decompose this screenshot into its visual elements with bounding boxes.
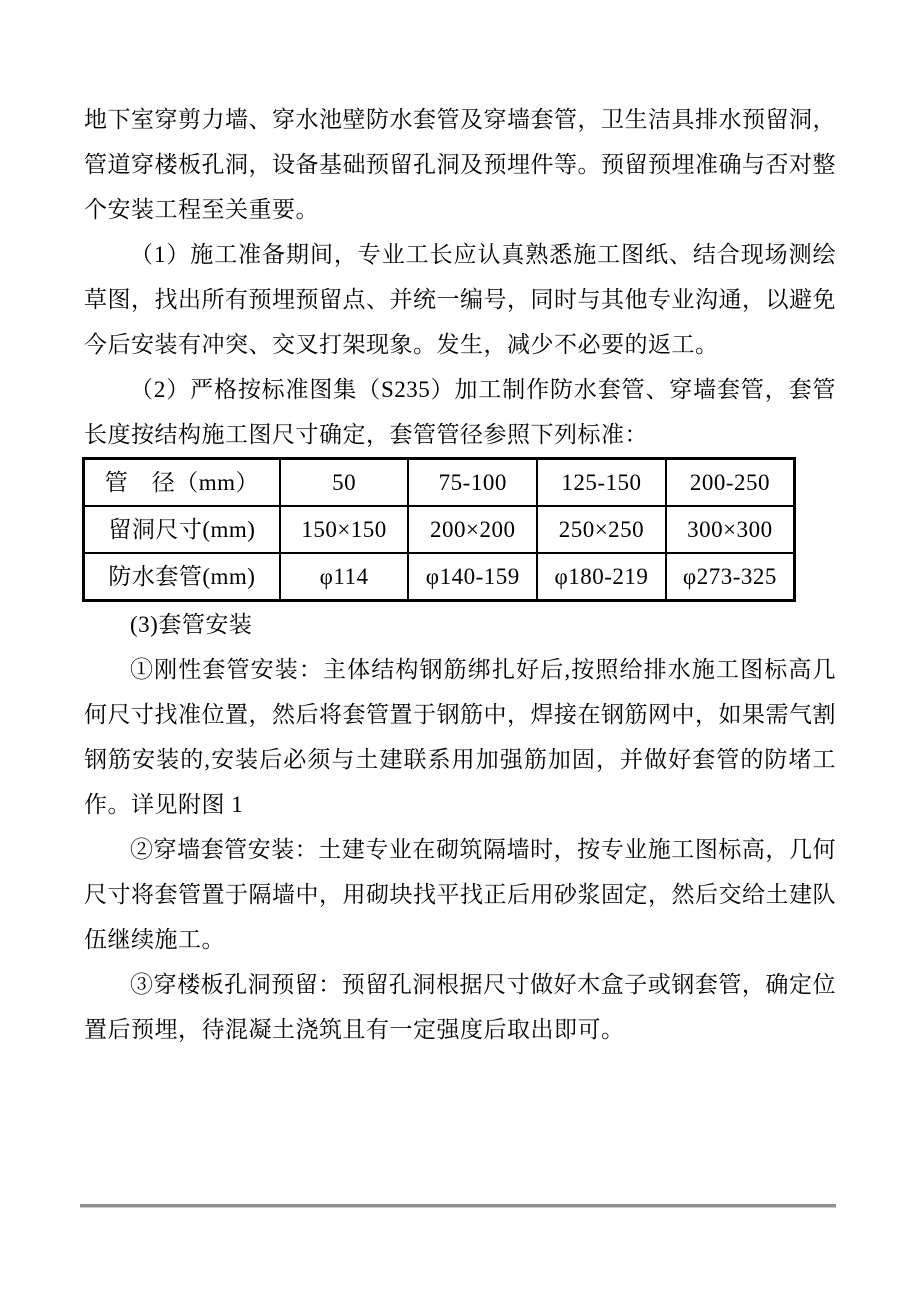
table-row-waterproof-casing (84, 553, 795, 601)
document-body (84, 97, 836, 1052)
paragraph-item-2: （2）严格按标准图集（S235）加工制作防水套管、穿墙套管，套管长度按结构施工图尺寸确定，套管管径参照下列标准： (84, 377, 836, 447)
paragraph-item-3: (3)套管安装 (130, 612, 253, 637)
paragraph-circled-2: ②穿墙套管安装：土建专业在砌筑隔墙时，按专业施工图标高，几何尺寸将套管置于隔墙中，用砌块找平找正后用砂浆固定，然后交给土建队伍继续施工。 (84, 837, 836, 952)
table-row-hole-size (84, 506, 795, 553)
table-cell: φ273-325 (666, 553, 795, 601)
table-cell: 留洞尺寸(mm) (84, 506, 280, 553)
table-cell: 50 (280, 459, 409, 507)
table-cell: φ180-219 (537, 553, 666, 601)
paragraph-item-1: （1）施工准备期间，专业工长应认真熟悉施工图纸、结合现场测绘草图，找出所有预埋预留点、并统一编号，同时与其他专业沟通，以避免今后安装有冲突、交叉打架现象。发生，减少不必要的返工。 (84, 242, 836, 357)
table-row-pipe-diameter (84, 459, 795, 507)
table-cell: 管 径（mm） (84, 459, 280, 507)
paragraph-circled-1: ①刚性套管安装：主体结构钢筋绑扎好后,按照给排水施工图标高几何尺寸找准位置，然后将套管置于钢筋中，焊接在钢筋网中，如果需气割钢筋安装的,安装后必须与土建联系用加强筋加固，并做好套管的防堵工作。详见附图 1 (84, 657, 836, 817)
pipe-casing-spec-table (82, 457, 796, 602)
footer-divider (80, 1204, 836, 1208)
table-cell: φ114 (280, 553, 409, 601)
table-cell: φ140-159 (408, 553, 537, 601)
table-cell: 300×300 (666, 506, 795, 553)
table-cell: 200-250 (666, 459, 795, 507)
table-cell: 250×250 (537, 506, 666, 553)
table-cell: 防水套管(mm) (84, 553, 280, 601)
table-cell: 125-150 (537, 459, 666, 507)
paragraph-circled-3: ③穿楼板孔洞预留：预留孔洞根据尺寸做好木盒子或钢套管，确定位置后预埋，待混凝土浇筑且有一定强度后取出即可。 (84, 972, 836, 1042)
paragraph-intro: 地下室穿剪力墙、穿水池壁防水套管及穿墙套管，卫生洁具排水预留洞，管道穿楼板孔洞，设备基础预留孔洞及预埋件等。预留预埋准确与否对整个安装工程至关重要。 (84, 107, 836, 222)
table-cell: 150×150 (280, 506, 409, 553)
table-cell: 75-100 (408, 459, 537, 507)
table-cell: 200×200 (408, 506, 537, 553)
